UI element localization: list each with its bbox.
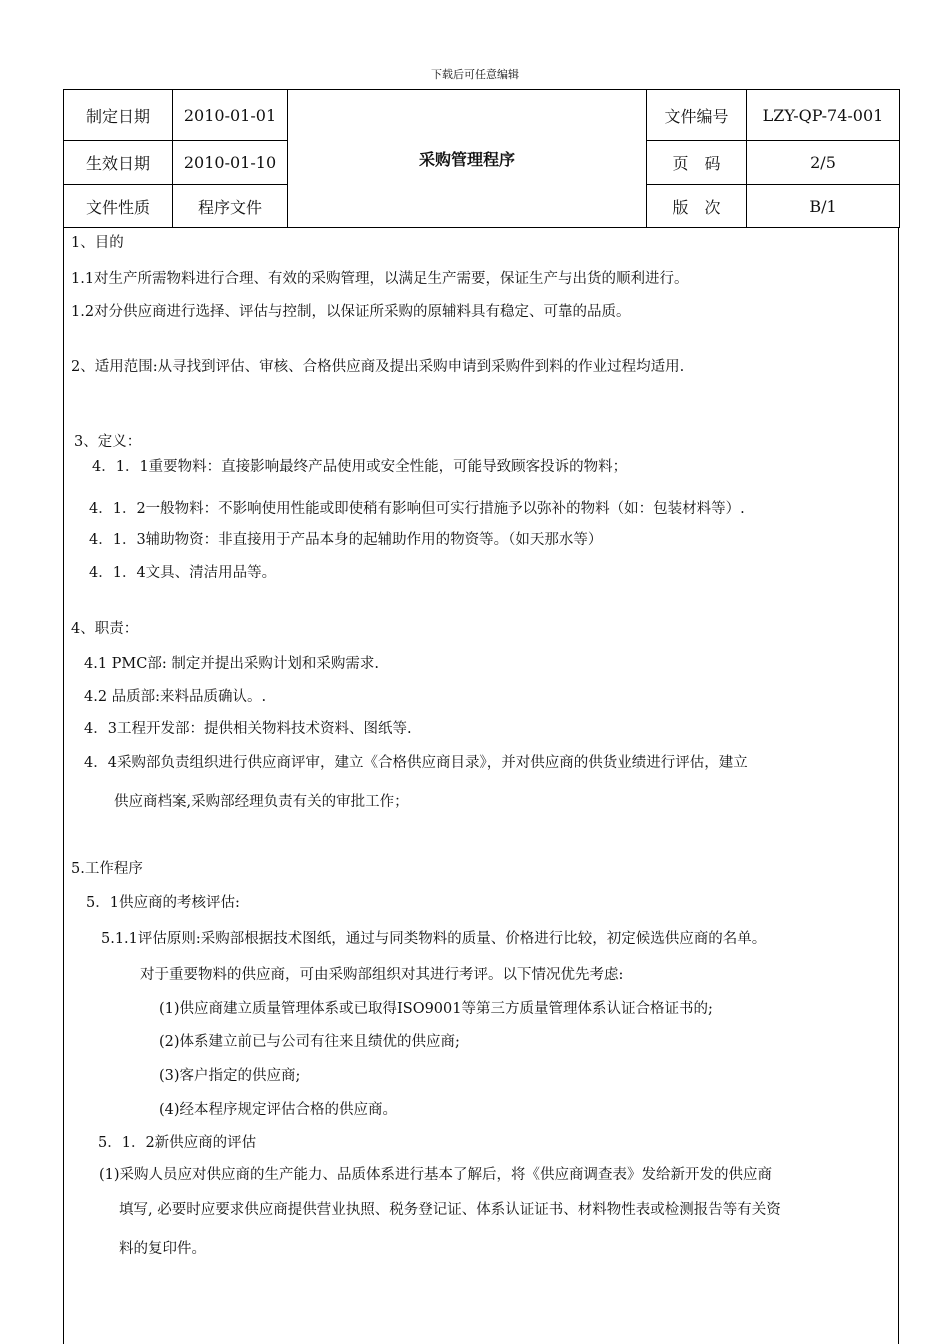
- text-line-5-1-1-b: 对于重要物料的供应商，可由采购部组织对其进行考评。以下情况优先考虑:: [140, 967, 624, 983]
- list-item-2: (2)体系建立前已与公司有往来且绩优的供应商;: [159, 1034, 460, 1050]
- text-line-1-2: 1.2对分供应商进行选择、评估与控制，以保证所采购的原辅料具有稳定、可靠的品质。: [71, 304, 631, 320]
- page-number: 2/5: [747, 141, 900, 185]
- document-header-table: [63, 89, 900, 228]
- text-line-4-1-4: 4．1．4文具、清洁用品等。: [89, 565, 277, 581]
- list-item-1: (1)供应商建立质量管理体系或已取得ISO9001等第三方质量管理体系认证合格证书的;: [159, 1001, 713, 1017]
- doc-type: 程序文件: [173, 185, 288, 228]
- text-line-1-1: 1.1对生产所需物料进行合理、有效的采购管理，以满足生产需要，保证生产与出货的顺利进行。: [71, 271, 689, 287]
- text-line-4-3: 4．3工程开发部：提供相关物料技术资料、图纸等.: [84, 721, 412, 737]
- effective-date: 2010-01-10: [173, 141, 288, 185]
- text-line-5-1-2: 5．1．2新供应商的评估: [98, 1135, 257, 1151]
- doc-no: LZY-QP-74-001: [747, 90, 900, 141]
- label-doc-type: 文件性质: [64, 185, 173, 228]
- label-doc-no: 文件编号: [647, 90, 747, 141]
- made-date: 2010-01-01: [173, 90, 288, 141]
- top-note: 下载后可任意编辑: [431, 68, 519, 81]
- section-3-heading: 3、定义：: [74, 434, 142, 450]
- text-line-4-1-3: 4．1．3辅助物资：非直接用于产品本身的起辅助作用的物资等。（如天那水等）: [89, 532, 603, 548]
- text-line-4-1-1: 4．1．1重要物料：直接影响最终产品使用或安全性能，可能导致顾客投诉的物料；: [92, 459, 628, 475]
- label-made-date: 制定日期: [64, 90, 173, 141]
- label-effective-date: 生效日期: [64, 141, 173, 185]
- section-2-scope: 2、适用范围:从寻找到评估、审核、合格供应商及提出采购申请到采购件到料的作业过程均适用.: [71, 359, 685, 375]
- text-line-4-4: 4．4采购部负责组织进行供应商评审，建立《合格供应商目录》，并对供应商的供货业绩进行评估，建立: [84, 755, 748, 771]
- text-line-5-1: 5．1供应商的考核评估:: [86, 895, 240, 911]
- section-1-heading: 1、目的: [71, 235, 124, 251]
- list-item-3: (3)客户指定的供应商;: [159, 1068, 301, 1084]
- text-line-5-1-1: 5.1.1评估原则:采购部根据技术图纸，通过与同类物料的质量、价格进行比较，初定候选供应商的名单。: [101, 931, 767, 947]
- document-title: 采购管理程序: [288, 90, 647, 228]
- text-line-4-1: 4.1 PMC部: 制定并提出采购计划和采购需求.: [84, 656, 379, 672]
- section-4-heading: 4、职责：: [71, 621, 139, 637]
- text-line-5-1-2-2: 填写, 必要时应要求供应商提供营业执照、税务登记证、体系认证证书、材料物性表或检测报告等有关资: [119, 1202, 781, 1218]
- document-body: [63, 227, 899, 1344]
- label-page: 页 码: [647, 141, 747, 185]
- text-line-4-4-cont: 供应商档案,采购部经理负责有关的审批工作；: [114, 794, 409, 810]
- version: B/1: [747, 185, 900, 228]
- label-version: 版 次: [647, 185, 747, 228]
- text-line-4-1-2: 4．1．2一般物料：不影响使用性能或即使稍有影响但可实行措施予以弥补的物料（如：包装材料等）.: [89, 501, 745, 517]
- text-line-5-1-2-3: 料的复印件。: [119, 1241, 206, 1257]
- list-item-4: (4)经本程序规定评估合格的供应商。: [159, 1102, 398, 1118]
- text-line-4-2: 4.2 品质部:来料品质确认。.: [84, 689, 267, 705]
- section-5-heading: 5.工作程序: [71, 861, 143, 877]
- text-line-5-1-2-1: (1)采购人员应对供应商的生产能力、品质体系进行基本了解后，将《供应商调查表》发给新开发的供应商: [99, 1167, 773, 1183]
